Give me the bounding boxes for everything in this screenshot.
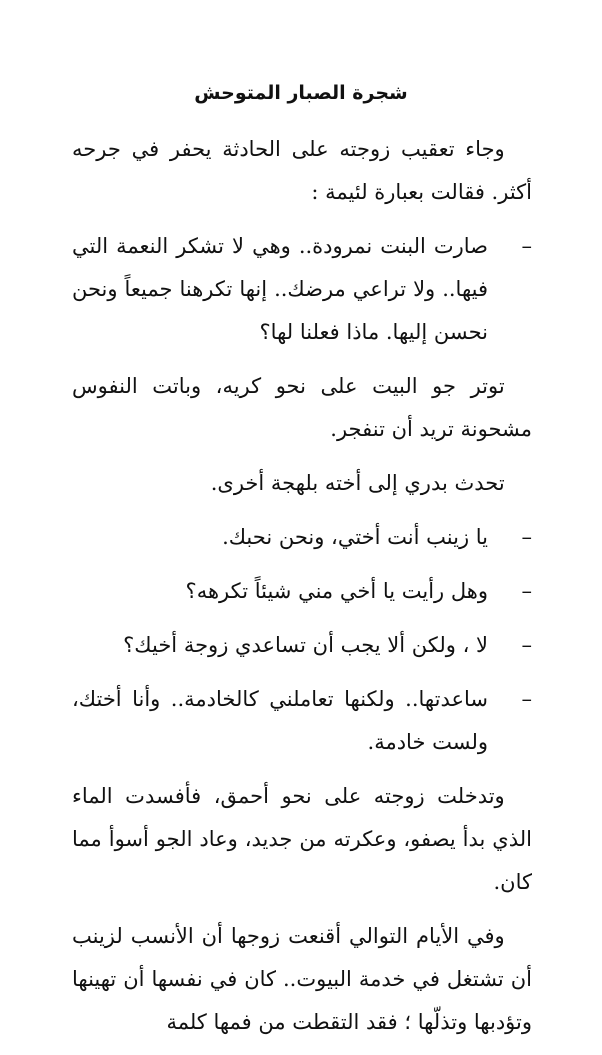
dialogue-line-3 bbox=[72, 570, 532, 613]
dialogue-dash: – bbox=[521, 525, 532, 549]
dialogue-line-5 bbox=[72, 678, 532, 764]
dialogue-text: يا زينب أنت أختي، ونحن نحبك. bbox=[222, 525, 488, 549]
dialogue-text: لا ، ولكن ألا يجب أن تساعدي زوجة أخيك؟ bbox=[123, 633, 488, 657]
dialogue-dash: – bbox=[521, 234, 532, 258]
dialogue-line-2 bbox=[72, 516, 532, 559]
paragraph-2: توتر جو البيت على نحو كريه، وباتت النفوس مشحونة تريد أن تنفجر. bbox=[72, 374, 532, 441]
paragraph-5: وفي الأيام التوالي أقنعت زوجها أن الأنسب لزينب أن تشتغل في خدمة البيوت.. كان في نفسها أن تهينها وتؤدبها وتذلّها ؛ فقد التقطت من فمها كلمة bbox=[72, 924, 532, 1034]
dialogue-dash: – bbox=[521, 633, 532, 657]
dialogue-line-1 bbox=[72, 225, 532, 354]
dialogue-line-4 bbox=[72, 624, 532, 667]
dialogue-text: صارت البنت نمرودة.. وهي لا تشكر النعمة التي فيها.. ولا تراعي مرضك.. إنها تكرهنا جميعاً ونحن نحسن إليها. ماذا فعلنا لها؟ bbox=[72, 234, 488, 344]
paragraph-4: وتدخلت زوجته على نحو أحمق، فأفسدت الماء الذي بدأ يصفو، وعكرته من جديد، وعاد الجو أسوأ مما كان. bbox=[72, 784, 532, 894]
dialogue-dash: – bbox=[521, 687, 532, 711]
page-body bbox=[72, 128, 532, 1055]
dialogue-dash: – bbox=[521, 579, 532, 603]
paragraph-1: وجاء تعقيب زوجته على الحادثة يحفر في جرحه أكثر. فقالت بعبارة لئيمة : bbox=[72, 137, 532, 204]
chapter-title: شجرة الصبار المتوحش bbox=[194, 82, 408, 104]
paragraph-3: تحدث بدري إلى أخته بلهجة أخرى. bbox=[210, 471, 505, 495]
dialogue-text: ساعدتها.. ولكنها تعاملني كالخادمة.. وأنا أختك، ولست خادمة. bbox=[72, 687, 488, 754]
dialogue-text: وهل رأيت يا أخي مني شيئاً تكرهه؟ bbox=[185, 579, 488, 603]
